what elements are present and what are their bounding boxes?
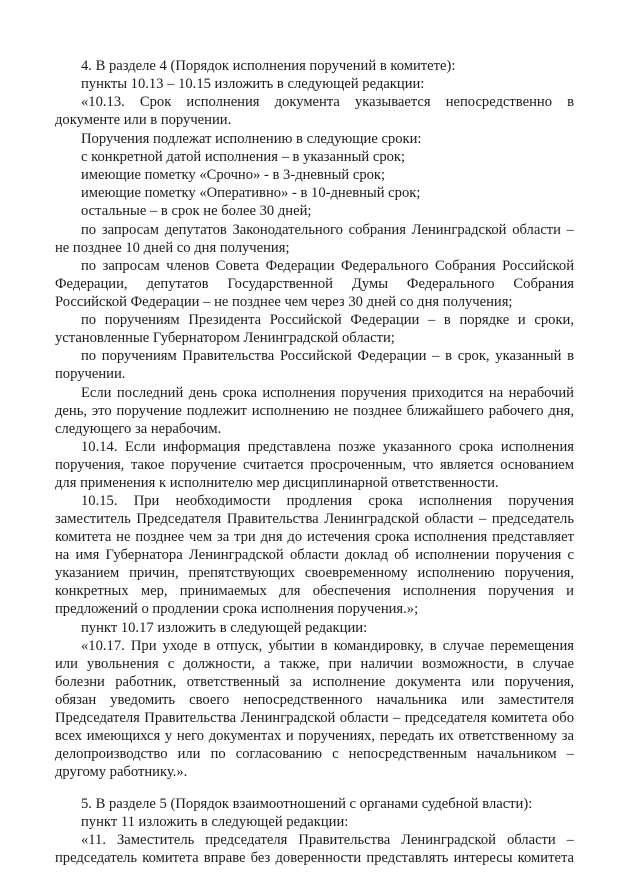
point-11-line: председатель комитета вправе без доверенности представлять интересы комитета [55, 850, 574, 866]
point-10-17-line: всех имеющихся у него документах и поручениях, передать их ответственному за [55, 728, 574, 744]
day-off-rule-line: Если последний день срока исполнения поручения приходится на нерабочий [81, 385, 574, 401]
terms-intro: Поручения подлежат исполнению в следующие сроки: [81, 131, 422, 147]
day-off-rule-line: день, это поручение подлежит исполнению не позднее ближайшего рабочего дня, [55, 403, 574, 419]
point-10-15-line: конкретных мер, принимаемых для обеспечения исполнения поручения и [55, 583, 574, 599]
section-4-heading: 4. В разделе 4 (Порядок исполнения поручений в комитете): [81, 58, 456, 74]
point-10-15-line: 10.15. При необходимости продления срока исполнения поручения [81, 493, 574, 509]
federation-term-line: по запросам членов Совета Федерации Федерального Собрания Российской [81, 258, 574, 274]
term-item: с конкретной датой исполнения – в указанный срок; [81, 149, 406, 165]
term-item: имеющие пометку «Срочно» - в 3-дневный срок; [81, 167, 386, 183]
government-term-line: поручении. [55, 366, 126, 382]
point-10-14-line: 10.14. Если информация представлена позже указанного срока исполнения [81, 439, 574, 455]
president-term-line: по поручениям Президента Российской Федерации – в порядке и сроки, [81, 312, 574, 328]
point-10-15-line: заместитель Председателя Правительства Ленинградской области – председатель [55, 511, 574, 527]
point-10-14-line: для применения к исполнителю мер дисциплинарной ответственности. [55, 475, 499, 491]
section-4-intro: пункты 10.13 – 10.15 изложить в следующей редакции: [81, 76, 425, 92]
section-5-intro: пункт 11 изложить в следующей редакции: [81, 814, 349, 830]
point-10-17-line: «10.17. При уходе в отпуск, убытии в командировку, в случае перемещения [81, 638, 574, 654]
term-item: остальные – в срок не более 30 дней; [81, 203, 312, 219]
point-10-17-intro: пункт 10.17 изложить в следующей редакции: [81, 620, 368, 636]
president-term-line: установленные Губернатором Ленинградской области; [55, 330, 395, 346]
point-10-17-line: болезни работник, ответственный за исполнение документа или поручения, [55, 674, 574, 690]
term-item: имеющие пометку «Оперативно» - в 10-дневный срок; [81, 185, 421, 201]
point-10-15-line: на имя Губернатора Ленинградской области доклад об исполнении поручения с [55, 547, 574, 563]
point-11-line: «11. Заместитель председателя Правительства Ленинградской области – [81, 832, 574, 848]
point-10-17-line: делопроизводство или по согласованию с непосредственным начальником – [55, 746, 574, 762]
point-10-15-line: предложений о продлении срока исполнения поручения.»; [55, 601, 419, 617]
deputies-term-line: не позднее 10 дней со дня получения; [55, 240, 290, 256]
point-10-17-line: другому работнику.». [55, 764, 188, 780]
federation-term-line: Федерации, депутатов Государственной Думы Федерального Собрания [55, 276, 574, 292]
point-10-17-line: Председателя Правительства Ленинградской области – председателя комитета обо [55, 710, 574, 726]
point-10-17-line: или увольнения с должности, а также, при наличии возможности, в случае [55, 656, 574, 672]
point-10-15-line: комитета не позднее чем за три дня до истечения срока исполнения представляет [55, 529, 574, 545]
day-off-rule-line: следующего за нерабочим. [55, 421, 222, 437]
point-10-13-line: «10.13. Срок исполнения документа указывается непосредственно в [81, 94, 574, 110]
point-10-13-line: документе или в поручении. [55, 112, 232, 128]
point-10-14-line: поручения, такое поручение считается просроченным, что является основанием [55, 457, 574, 473]
federation-term-line: Российской Федерации – не позднее чем через 30 дней со дня получения; [55, 294, 513, 310]
deputies-term-line: по запросам депутатов Законодательного собрания Ленинградской области – [81, 222, 574, 238]
point-10-15-line: указанием причин, препятствующих своевременному исполнению поручения, [55, 565, 574, 581]
government-term-line: по поручениям Правительства Российской Федерации – в срок, указанный в [81, 348, 574, 364]
point-10-17-line: обязан уведомить своего непосредственного начальника или заместителя [55, 692, 574, 708]
section-5-heading: 5. В разделе 5 (Порядок взаимоотношений с органами судебной власти): [81, 796, 533, 812]
